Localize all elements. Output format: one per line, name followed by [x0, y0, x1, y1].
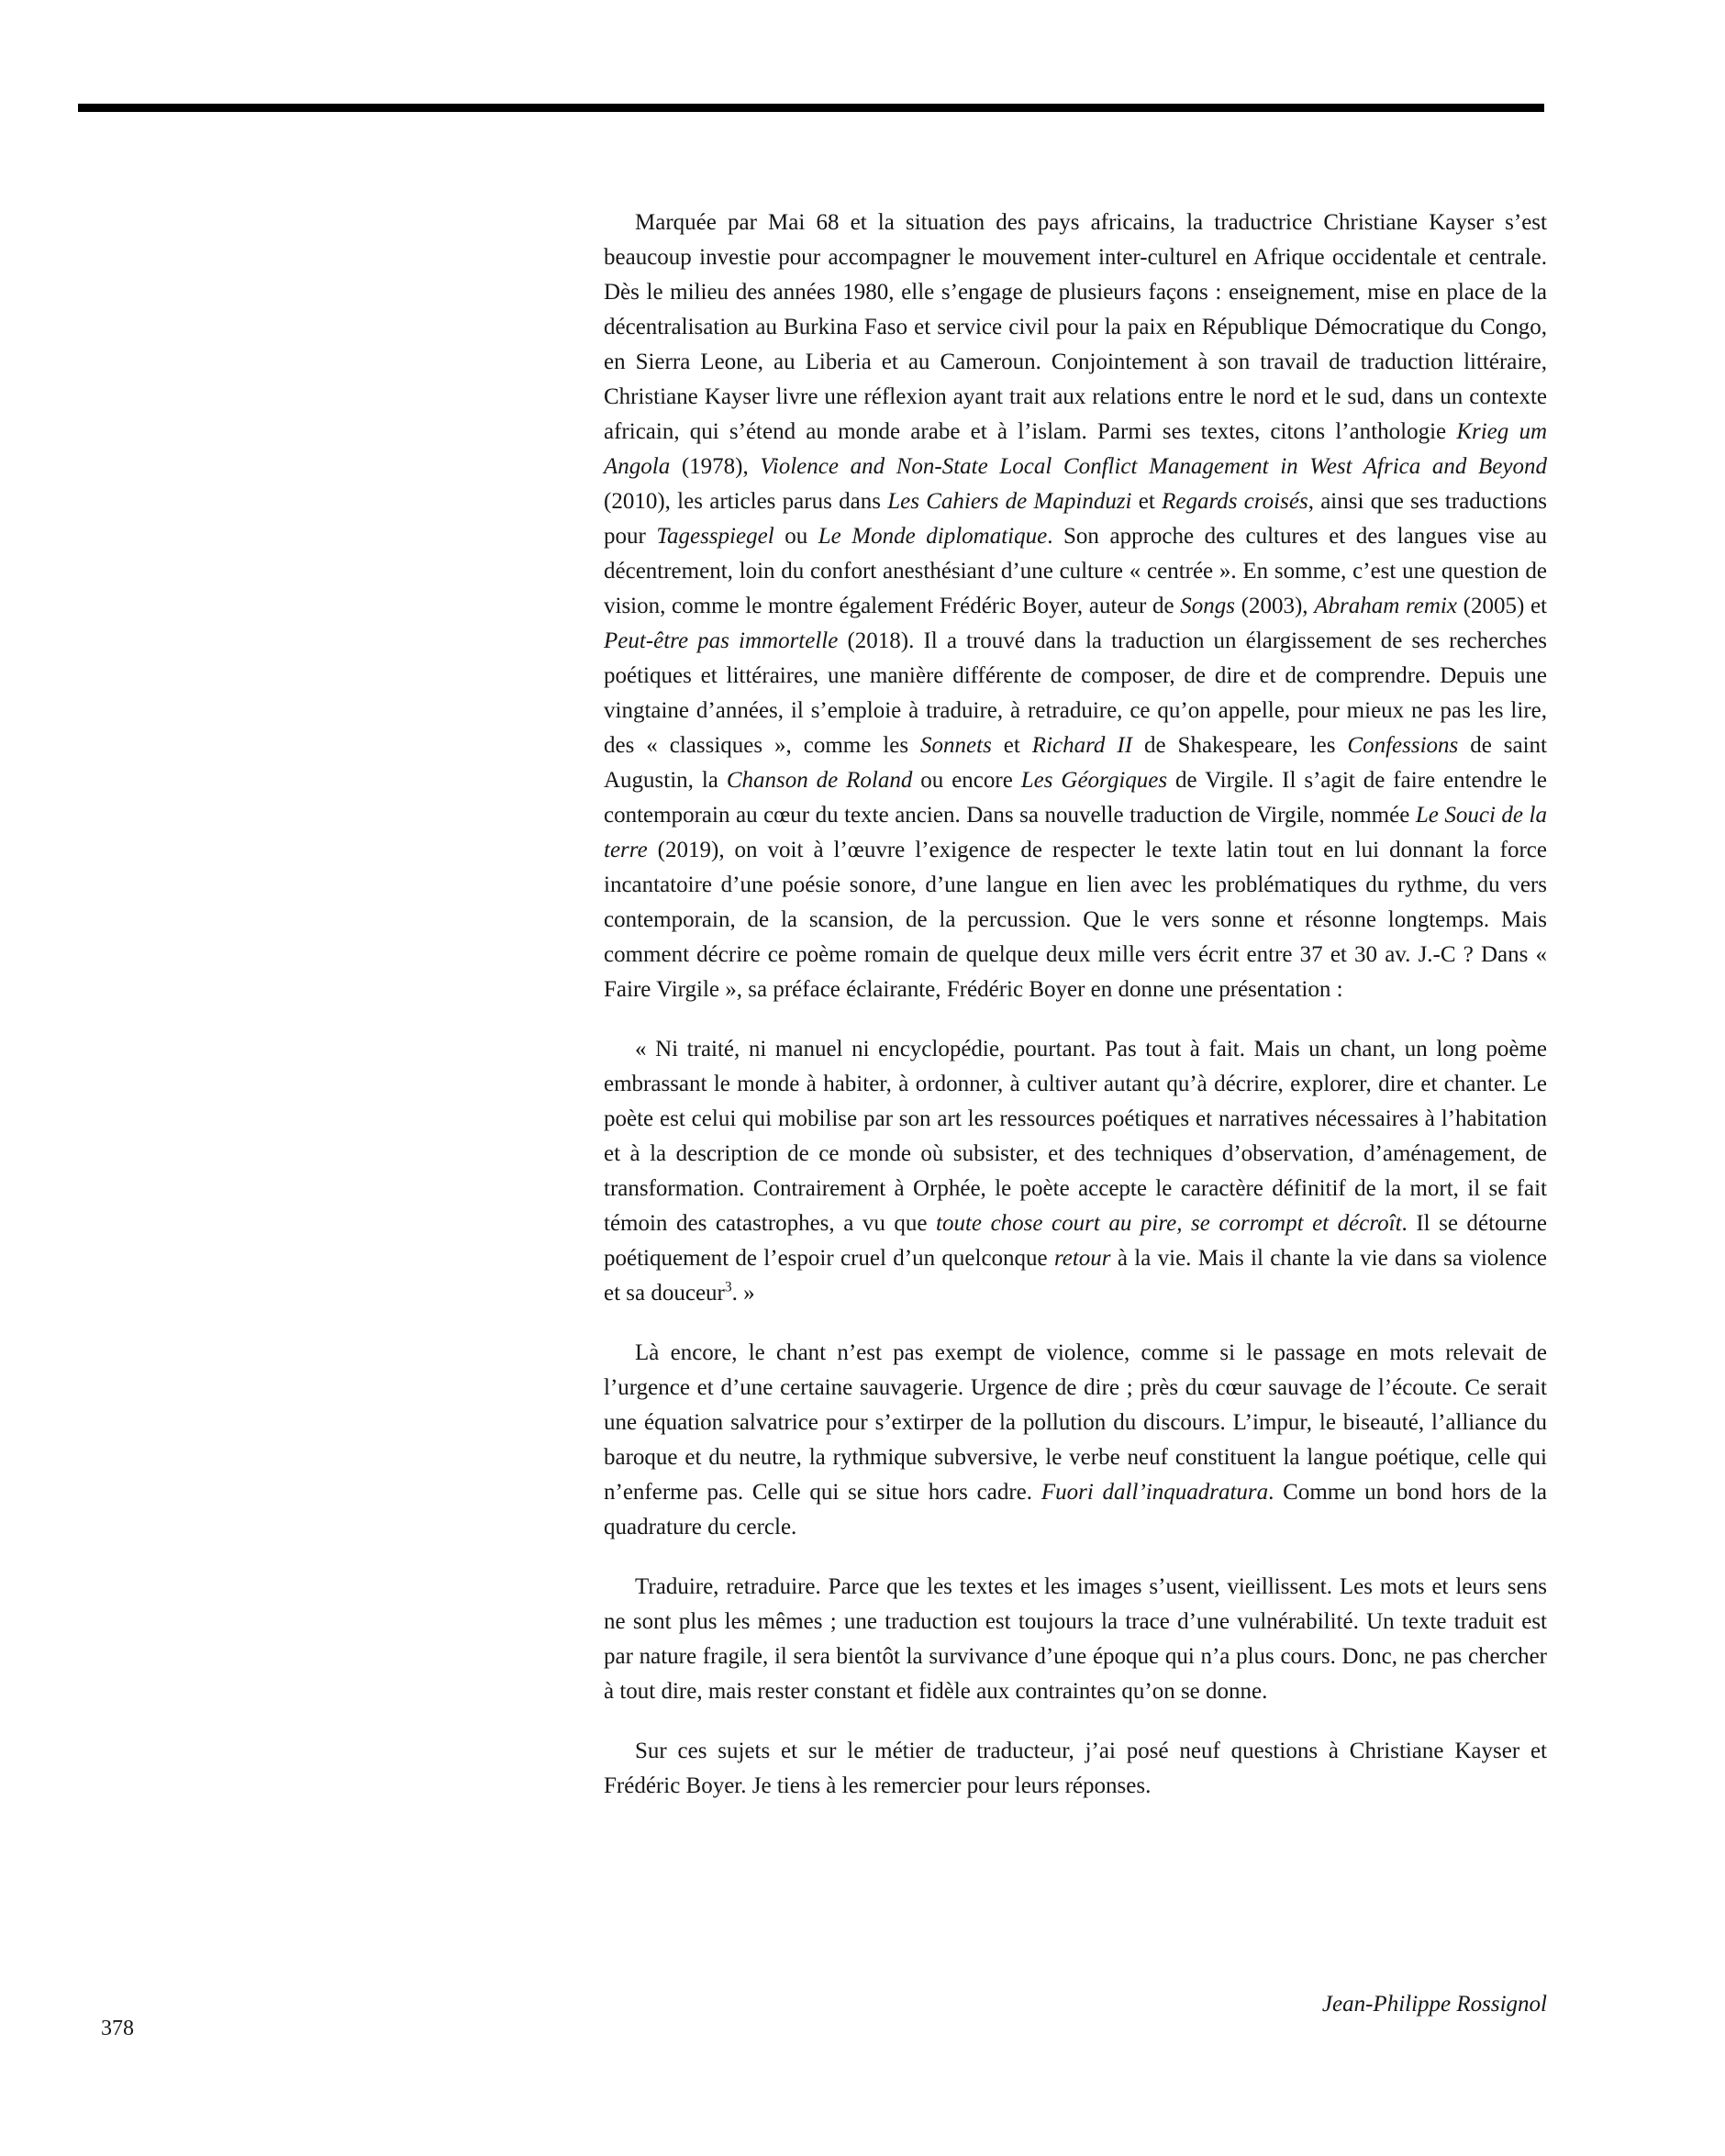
paragraph-chant: Là encore, le chant n’est pas exempt de violence, comme si le passage en mots relevait de l’urgence et d’une certaine sauvagerie. Urgence de dire ; près du cœur sauvage de l’écoute. Ce serait une équation salvatrice pour s’extirper de la pollution du discours. L’impur, le biseauté, l’alliance du baroque et du neutre, la rythmique subversive, le verbe neuf constituent la langue poétique, celle qui n’enferme pas. Celle qui se situe hors cadre. Fuori dall’inquadratura. Comme un bond hors de la quadrature du cercle.: [604, 1340, 1547, 1539]
author-signature: Jean-Philippe Rossignol: [1321, 1992, 1547, 2017]
paragraph-quote: « Ni traité, ni manuel ni encyclopédie, pourtant. Pas tout à fait. Mais un chant, un long poème embrassant le monde à habiter, à ordonner, à cultiver autant qu’à décrire, explorer, dire et chanter. Le poète est celui qui mobilise par son art les ressources poétiques et narratives nécessaires à l’habitation et à la description de ce monde où subsister, et des techniques d’observation, d’aménagement, de transformation. Contrairement à Orphée, le poète accepte le caractère définitif de la mort, il se fait témoin des catastrophes, a vu que toute chose court au pire, se corrompt et décroît. Il se détourne poétiquement de l’espoir cruel d’un quelconque retour à la vie. Mais il chante la vie dans sa violence et sa douceur$^3$. »: [604, 1037, 1547, 1306]
top-rule-divider: [78, 104, 1544, 112]
article-text-block: [604, 206, 1547, 1804]
paragraph-traduire: Traduire, retraduire. Parce que les textes et les images s’usent, vieillissent. Les mots et leurs sens ne sont plus les mêmes ; une traduction est toujours la trace d’une vulnérabilité. Un texte traduit est par nature fragile, il sera bientôt la survivance d’une époque qui n’a plus cours. Donc, ne pas chercher à tout dire, mais rester constant et fidèle aux contraintes qu’on se donne.: [604, 1574, 1547, 1704]
paragraph-intro: Marquée par Mai 68 et la situation des pays africains, la traductrice Christiane Kayser s’est beaucoup investie pour accompagner le mouvement inter-culturel en Afrique occidentale et centrale. Dès le milieu des années 1980, elle s’engage de plusieurs façons : enseignement, mise en place de la décentralisation au Burkina Faso et service civil pour la paix en République Démocratique du Congo, en Sierra Leone, au Liberia et au Cameroun. Conjointement à son travail de traduction littéraire, Christiane Kayser livre une réflexion ayant trait aux relations entre le nord et le sud, dans un contexte africain, qui s’étend au monde arabe et à l’islam. Parmi ses textes, citons l’anthologie Krieg um Angola (1978), Violence and Non-State Local Conflict Management in West Africa and Beyond (2010), les articles parus dans Les Cahiers de Mapinduzi et Regards croisés, ainsi que ses traductions pour Tagesspiegel ou Le Monde diplomatique. Son approche des cultures et des langues vise au décentrement, loin du confort anesthésiant d’une culture « centrée ». En somme, c’est une question de vision, comme le montre également Frédéric Boyer, auteur de Songs (2003), Abraham remix (2005) et Peut-être pas immortelle (2018). Il a trouvé dans la traduction un élargissement de ses recherches poétiques et littéraires, une manière différente de composer, de dire et de comprendre. Depuis une vingtaine d’années, il s’emploie à traduire, à retraduire, ce qu’on appelle, pour mieux ne pas les lire, des « classiques », comme les Sonnets et Richard II de Shakespeare, les Confessions de saint Augustin, la Chanson de Roland ou encore Les Géorgiques de Virgile. Il s’agit de faire entendre le contemporain au cœur du texte ancien. Dans sa nouvelle traduction de Virgile, nommée Le Souci de la terre (2019), on voit à l’œuvre l’exigence de respecter le texte latin tout en lui donnant la force incantatoire d’une poésie sonore, d’une langue en lien avec les problématiques du rythme, du vers contemporain, de la scansion, de la percussion. Que le vers sonne et résonne longtemps. Mais comment décrire ce poème romain de quelque deux mille vers écrit entre 37 et 30 av. J.-C ? Dans « Faire Virgile », sa préface éclairante, Frédéric Boyer en donne une présentation :: [604, 210, 1548, 1002]
page-number: 378: [101, 2017, 134, 2040]
paragraph-questions: Sur ces sujets et sur le métier de traducteur, j’ai posé neuf questions à Christiane Kayser et Frédéric Boyer. Je tiens à les remercier pour leurs réponses.: [604, 1739, 1547, 1798]
